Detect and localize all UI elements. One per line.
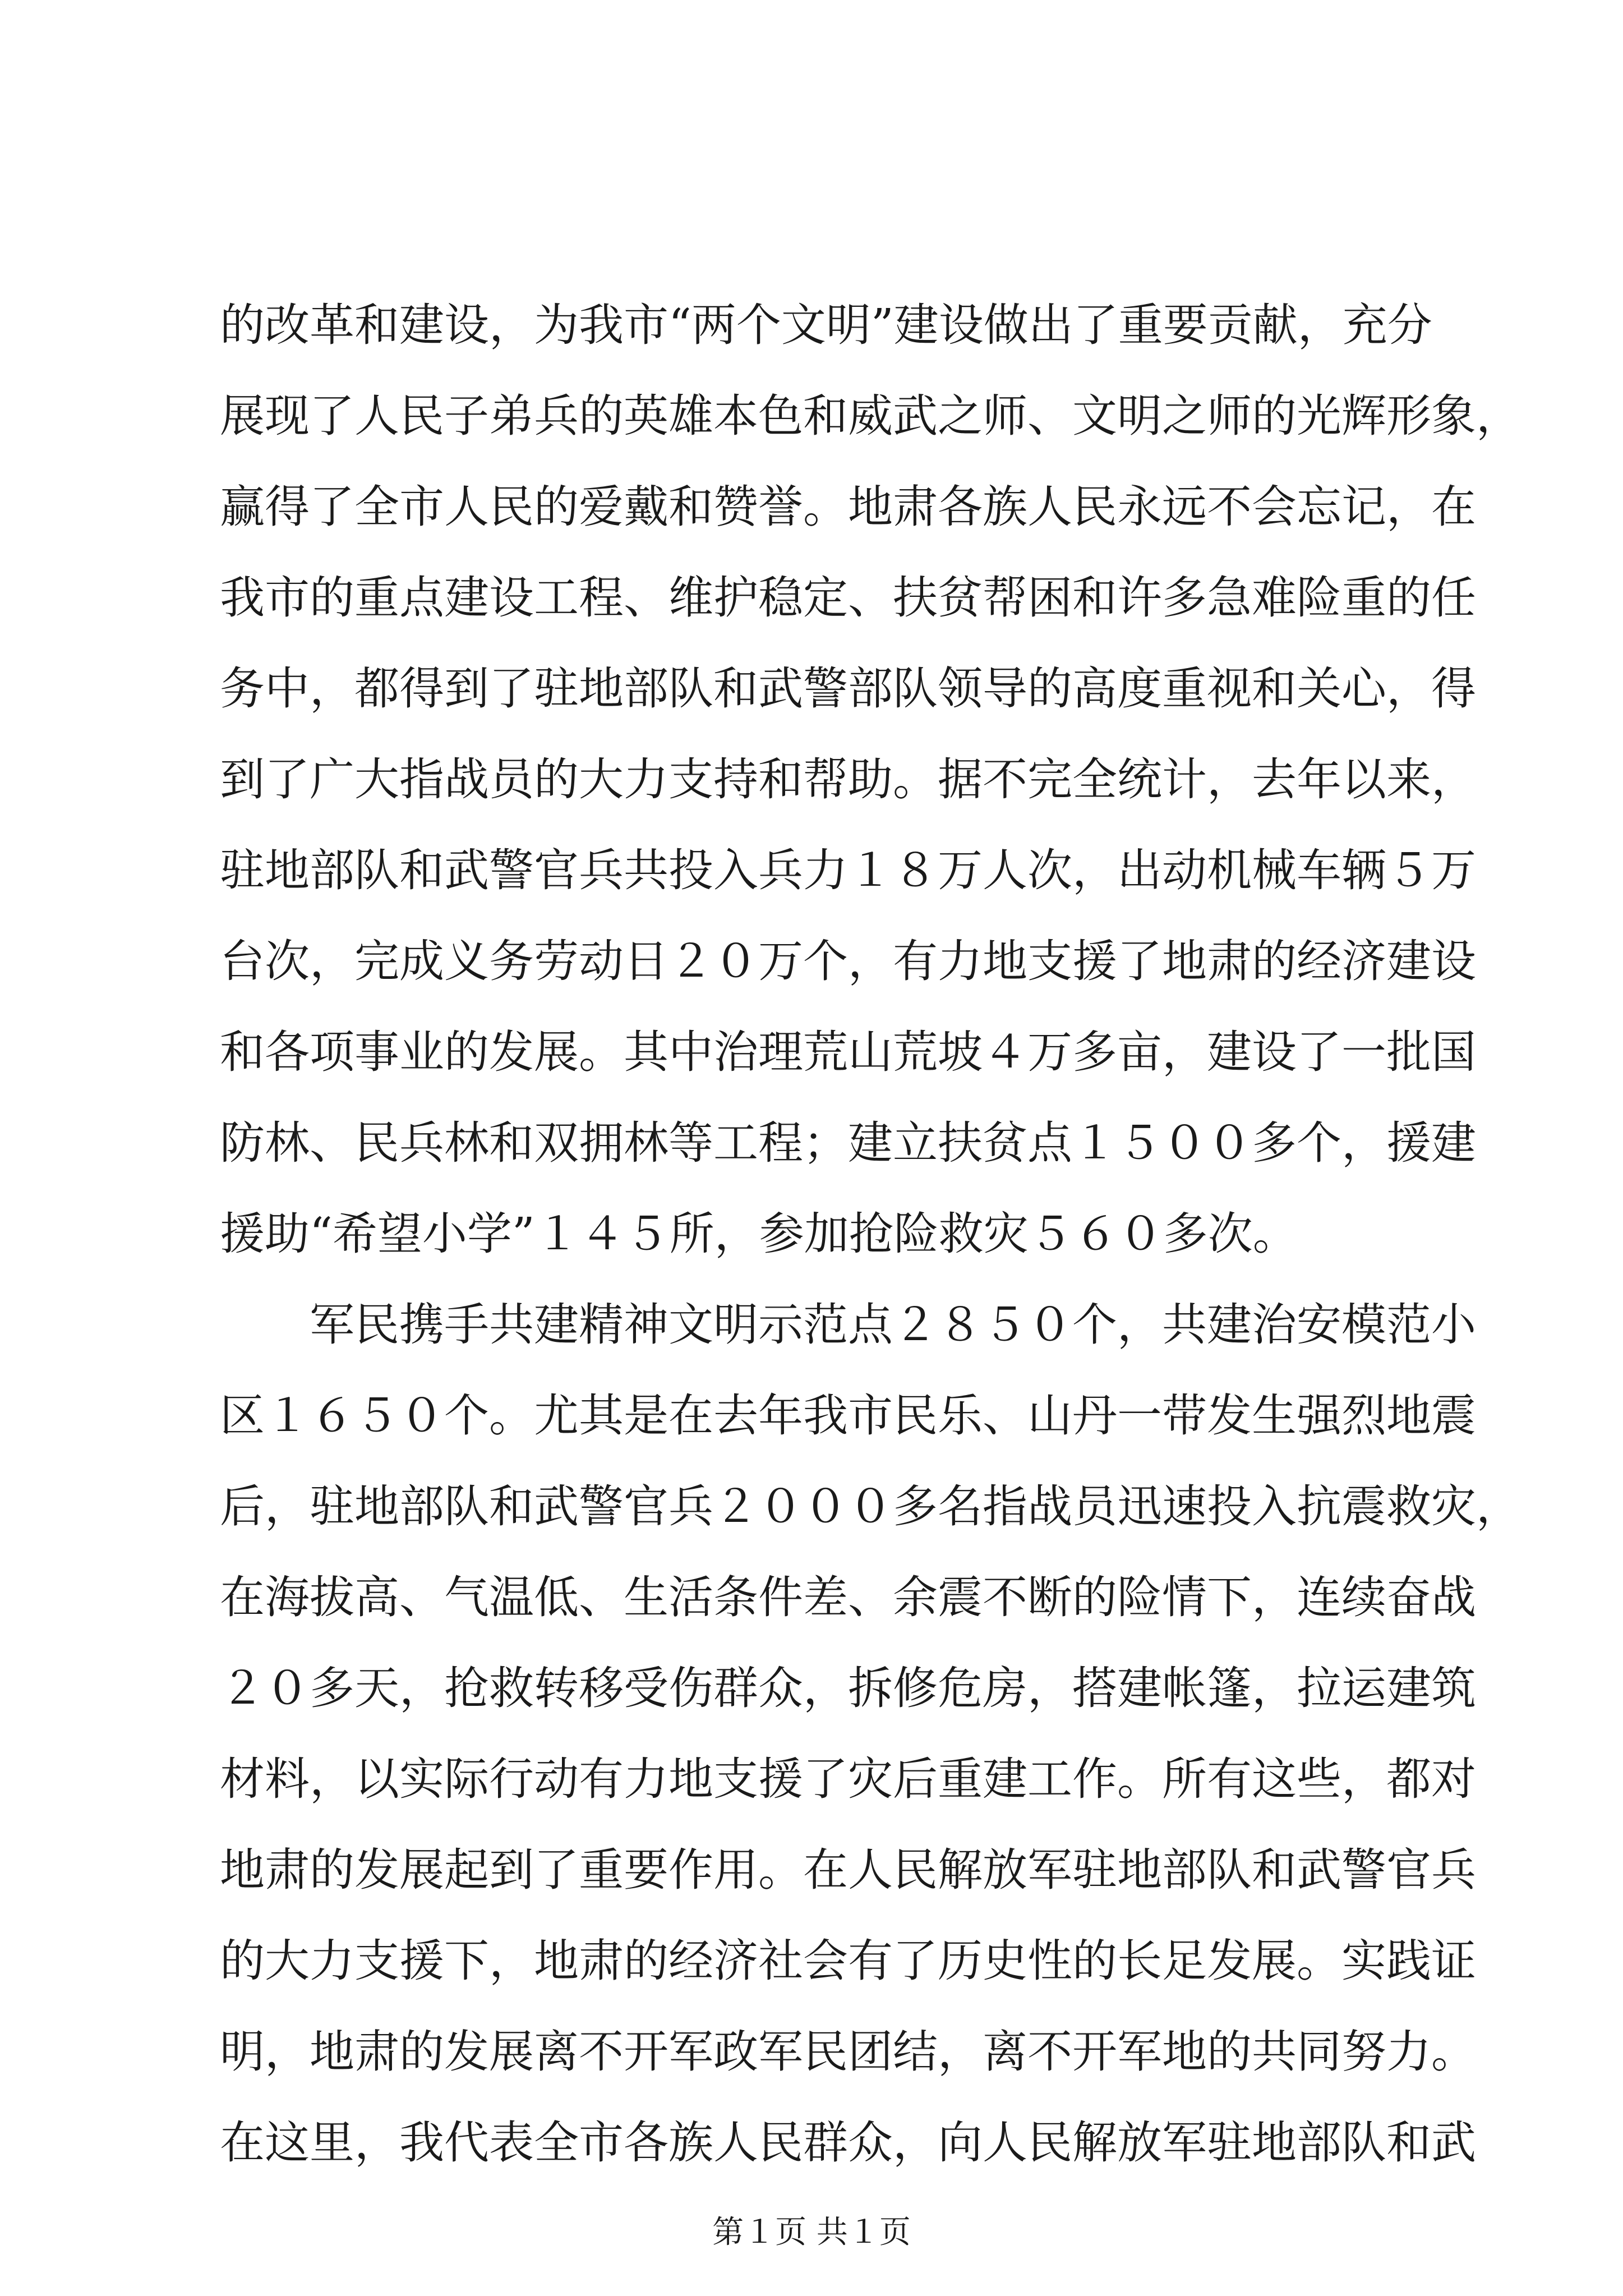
text-line: 展现了人民子弟兵的英雄本色和威武之师、文明之师的光辉形象，: [220, 390, 1521, 442]
text-line: 和各项事业的发展。其中治理荒山荒坡４万多亩，建设了一批国: [220, 1026, 1476, 1078]
text-line: 我市的重点建设工程、维护稳定、扶贫帮困和许多急难险重的任: [220, 572, 1476, 624]
text-line: 援助“希望小学”１４５所，参加抢险救灾５６０多次。: [220, 1208, 1298, 1260]
text-line: 台次，完成义务劳动日２０万个，有力地支援了地肃的经济建设: [220, 935, 1476, 987]
text-line: 的大力支援下，地肃的经济社会有了历史性的长足发展。实践证: [220, 1935, 1476, 1987]
text-line: 到了广大指战员的大力支持和帮助。据不完全统计，去年以来，: [220, 753, 1476, 806]
text-line: ２０多天，抢救转移受伤群众，拆修危房，搭建帐篷，拉运建筑: [220, 1662, 1476, 1714]
text-line: 务中，都得到了驻地部队和武警部队领导的高度重视和关心，得: [220, 662, 1476, 715]
text-line: 明，地肃的发展离不开军政军民团结，离不开军地的共同努力。: [220, 2026, 1476, 2078]
text-line: 后，驻地部队和武警官兵２０００多名指战员迅速投入抗震救灾，: [220, 1480, 1521, 1533]
text-line: 赢得了全市人民的爱戴和赞誉。地肃各族人民永远不会忘记，在: [220, 481, 1476, 533]
text-line: 在这里，我代表全市各族人民群众，向人民解放军驻地部队和武: [220, 2116, 1476, 2169]
text-line: 地肃的发展起到了重要作用。在人民解放军驻地部队和武警官兵: [220, 1844, 1476, 1896]
text-line: 在海拔高、气温低、生活条件差、余震不断的险情下，连续奋战: [220, 1571, 1476, 1623]
text-line: 的改革和建设，为我市“两个文明”建设做出了重要贡献，充分: [220, 299, 1432, 351]
text-line: 驻地部队和武警官兵共投入兵力１８万人次，出动机械车辆５万: [220, 844, 1476, 896]
text-line: 区１６５０个。尤其是在去年我市民乐、山丹一带发生强烈地震: [220, 1389, 1476, 1442]
text-line: 防林、民兵林和双拥林等工程；建立扶贫点１５００多个，援建: [220, 1117, 1476, 1169]
page-footer: 第１页 共１页: [712, 2214, 911, 2251]
text-line: 材料，以实际行动有力地支援了灾后重建工作。所有这些，都对: [220, 1753, 1476, 1805]
text-line: 军民携手共建精神文明示范点２８５０个，共建治安模范小: [310, 1299, 1476, 1351]
